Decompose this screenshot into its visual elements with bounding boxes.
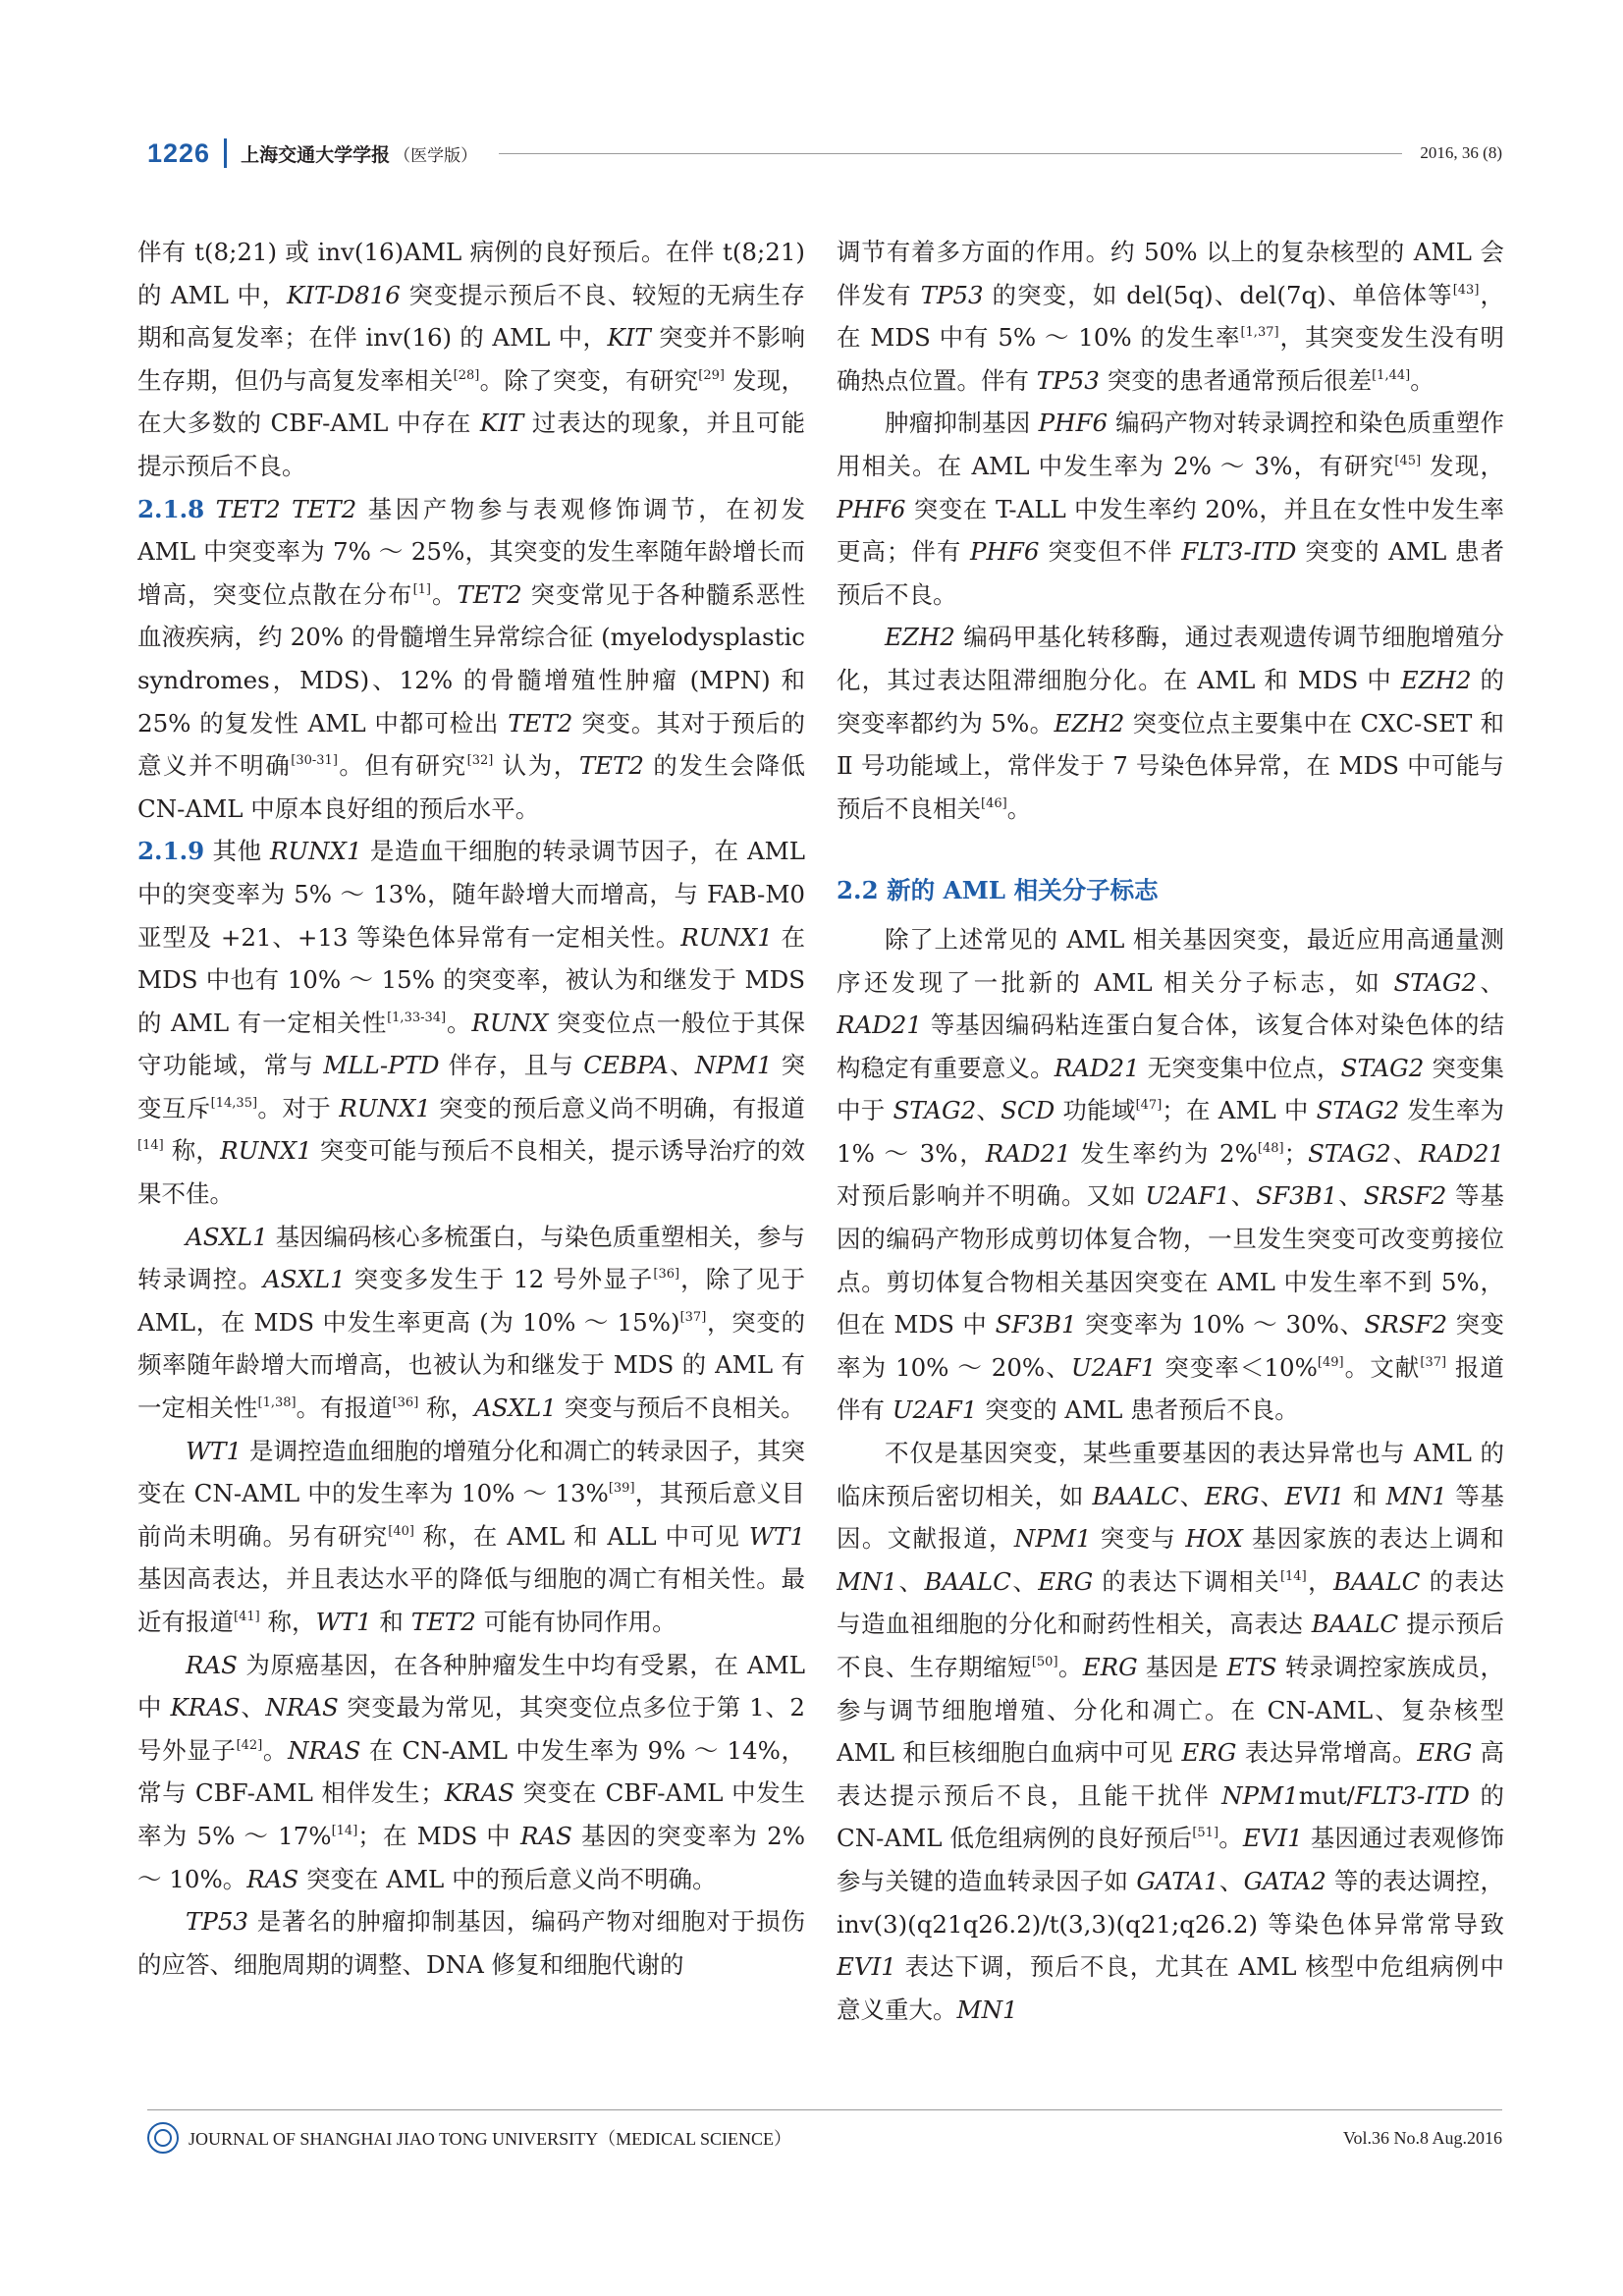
- gene-name: STAG2: [1308, 1138, 1391, 1168]
- gene-name: HOX: [1185, 1524, 1243, 1554]
- gene-name: STAG2: [1316, 1096, 1400, 1125]
- text-run: 突变的 AML 患者预后不良。: [977, 1395, 1299, 1425]
- paragraph: [837, 1432, 1504, 2031]
- citation: [1,44]: [1372, 367, 1411, 383]
- gene-name: WT1: [186, 1436, 243, 1465]
- text-run: 、: [668, 1051, 695, 1080]
- paragraph: [837, 402, 1504, 616]
- text-run: 。: [1057, 1653, 1083, 1681]
- gene-name: CEBPA: [583, 1051, 669, 1080]
- gene-name: TET2: [410, 1608, 476, 1636]
- text-run: 突变提示预后不良、较短的无病生存期和高复发率；在伴 inv(16) 的 AML 中，: [137, 280, 805, 353]
- text-run: ；在 AML 中: [1162, 1096, 1317, 1125]
- gene-name: EVI1: [1242, 1824, 1303, 1853]
- citation: [39]: [608, 1481, 635, 1497]
- citation: [28]: [453, 367, 480, 383]
- text-run: 、: [1259, 1481, 1285, 1510]
- citation: [49]: [1317, 1354, 1344, 1370]
- text-run: 的突变，如 del(5q)、del(7q)、单倍体等: [983, 280, 1453, 309]
- text-run: 、: [1477, 967, 1504, 997]
- text-run: 是造血干细胞的转录调节因子，在 AML 中的突变率为 5% ～ 13%，随年龄增大而增高，与 FAB-M0 亚型及 +21、+13 等染色体异常有一定相关性。: [137, 837, 805, 952]
- gene-name: WT1: [748, 1521, 805, 1551]
- text-run: 突变集中于: [837, 1053, 1504, 1125]
- text-run: 称，: [259, 1608, 316, 1636]
- text-run: 突变位点主要集中在 CXC-SET 和 Ⅱ 号功能域上，常伴发于 7 号染色体异常，在 MDS 中可能与预后不良相关: [837, 708, 1504, 823]
- text-run: 其他: [204, 837, 270, 866]
- text-run: 是著名的肿瘤抑制基因，编码产物对细胞对于损伤的应答、细胞周期的调整、DNA 修复和细胞代谢的: [137, 1907, 805, 1979]
- gene-name: EVI1: [1284, 1481, 1345, 1510]
- text-run: 功能域: [1055, 1096, 1136, 1125]
- text-run: 转录调控家族成员，参与调节细胞增殖、分化和凋亡。在 CN-AML、复杂核型 AML 和巨核细胞白血病中可见: [837, 1653, 1504, 1768]
- text-run: 。对于: [257, 1093, 340, 1122]
- text-run: 伴存，且与: [439, 1051, 584, 1080]
- running-header: [147, 134, 1502, 173]
- paragraph: [837, 231, 1504, 402]
- gene-name: TP53: [1036, 365, 1100, 395]
- gene-name: BAALC: [1311, 1610, 1399, 1639]
- gene-name: WT1: [315, 1608, 372, 1636]
- gene-name: RUNX: [471, 1008, 549, 1037]
- gene-name: TET2: [578, 751, 644, 781]
- text-run: 和: [371, 1608, 411, 1636]
- text-run: 。: [1410, 365, 1434, 395]
- volume-issue-en: Vol.36 No.8 Aug.2016: [1342, 2127, 1502, 2148]
- text-run: ；在 MDS 中: [357, 1821, 521, 1850]
- text-run: 。文献: [1343, 1352, 1421, 1382]
- text-run: 突变在 AML 中的预后意义尚不明确。: [298, 1864, 717, 1893]
- text-run: ，其突变发生没有明确热点位置。伴有: [837, 323, 1504, 395]
- gene-name: FLT3-ITD: [1181, 537, 1297, 567]
- paragraph: [137, 1216, 805, 1430]
- paragraph: [137, 830, 805, 1215]
- text-run: 基因高表达，并且表达水平的降低与细胞的凋亡有相关性。最近有报道: [137, 1564, 805, 1636]
- gene-name: KRAS: [170, 1693, 241, 1722]
- journal-subtitle: （医学版）: [394, 145, 478, 166]
- text-run: 发现，在大多数的 CBF-AML 中存在: [137, 365, 805, 438]
- text-run: 在 CN-AML 中发生率为 9% ～ 14%，常与 CBF-AML 相伴发生；: [137, 1735, 805, 1808]
- gene-name: GATA1: [1136, 1866, 1219, 1895]
- text-run: 为原癌基因，在各种肿瘤发生中均有受累，在 AML 中: [137, 1650, 805, 1722]
- gene-name: MN1: [1385, 1481, 1447, 1510]
- gene-name: ASXL1: [262, 1265, 346, 1294]
- text-run: 。: [1006, 793, 1032, 823]
- gene-name: SF3B1: [995, 1310, 1077, 1339]
- citation: [30-31]: [291, 753, 338, 769]
- text-run: 报道伴有: [837, 1352, 1504, 1425]
- logo-inner-ring: [154, 2129, 172, 2147]
- gene-name: STAG2: [1340, 1053, 1425, 1082]
- gene-name: STAG2: [1393, 967, 1478, 997]
- gene-name: RUNX1: [220, 1136, 312, 1166]
- text-run: 编码产物对转录调控和染色质重塑作用相关。在 AML 中发生率为 2% ～ 3%，有研究: [837, 409, 1504, 480]
- text-run: 高表达提示预后不良，且能干扰伴: [837, 1738, 1504, 1810]
- gene-name: RAD21: [1054, 1053, 1140, 1082]
- gene-name: NPM1: [1221, 1780, 1299, 1810]
- gene-name: ERG: [1038, 1566, 1094, 1596]
- paragraph: [837, 616, 1504, 830]
- citation: [14]: [1279, 1568, 1307, 1584]
- citation: [40]: [388, 1523, 414, 1539]
- text-run: 、: [1178, 1481, 1205, 1510]
- text-run: [281, 495, 292, 523]
- citation: [41]: [234, 1610, 260, 1624]
- text-run: 。除了突变，有研究: [479, 365, 699, 395]
- text-run: 基因是: [1137, 1653, 1227, 1681]
- text-run: 突变常见于各种髓系恶性血液疾病，约 20% 的骨髓增生异常综合征 (myelodysplastic syndromes，MDS)、12% 的骨髓增殖性肿瘤 (MPN) 和 25% 的复发性 AML 中都可检出: [137, 579, 805, 738]
- gene-name: RAD21: [1419, 1138, 1504, 1168]
- citation: [14]: [331, 1823, 358, 1838]
- gene-name: ERG: [1181, 1738, 1237, 1768]
- gene-name: RUNX1: [269, 837, 362, 866]
- gene-name: TET2: [457, 579, 522, 609]
- page-number: 1226: [147, 137, 211, 168]
- text-run: 编码甲基化转移酶，通过表观遗传调节细胞增殖分化，其过表达阻滞细胞分化。在 AML 和 MDS 中: [837, 623, 1504, 694]
- citation: [36]: [392, 1395, 419, 1411]
- text-run: ，其预后意义目前尚未明确。另有研究: [137, 1479, 805, 1551]
- text-run: 突变与: [1091, 1524, 1186, 1554]
- gene-name: RAS: [246, 1864, 299, 1893]
- text-run: 突变的患者通常预后很差: [1099, 365, 1373, 395]
- text-run: 等基因编码粘连蛋白复合体，该复合体对染色体的结构稳定有重要意义。: [837, 1011, 1504, 1082]
- citation: [37]: [679, 1309, 707, 1325]
- text-run: 突变。其对于预后的意义并不明确: [137, 708, 805, 781]
- text-run: 称，在 AML 和 ALL 中可见: [413, 1521, 749, 1551]
- text-run: 的表达下调相关: [1093, 1566, 1280, 1596]
- gene-name: KIT-D816: [287, 280, 401, 309]
- gene-name: SRSF2: [1363, 1181, 1447, 1211]
- gene-name: ETS: [1226, 1653, 1277, 1681]
- citation: [14]: [137, 1138, 164, 1154]
- gene-name: RAD21: [837, 1011, 922, 1040]
- text-run: 和: [1344, 1481, 1386, 1510]
- gene-name: NPM1: [1013, 1524, 1092, 1554]
- text-run: 的发生会降低 CN-AML 中原本良好组的预后水平。: [137, 751, 805, 823]
- citation: [48]: [1257, 1140, 1284, 1156]
- gene-name: RAS: [186, 1650, 238, 1679]
- text-run: 基因通过表观修饰参与关键的造血转录因子如: [837, 1824, 1504, 1895]
- text-run: 认为，: [493, 751, 579, 781]
- paragraph: [837, 918, 1504, 1432]
- subsection-number: 2.1.9: [137, 837, 205, 866]
- text-run: 等基因的编码产物形成剪切体复合物，一旦发生突变可改变剪接位点。剪切体复合物相关基因突变在 AML 中发生率不到 5%，但在 MDS 中: [837, 1181, 1504, 1339]
- text-run: 突变的预后意义尚不明确，有报道: [430, 1093, 805, 1122]
- gene-name: TP53: [186, 1907, 249, 1937]
- paragraph: [137, 1644, 805, 1901]
- gene-name: PHF6: [970, 537, 1040, 567]
- citation: [42]: [236, 1737, 263, 1753]
- volume-issue: 2016, 36 (8): [1420, 143, 1502, 162]
- gene-name: ERG: [1204, 1481, 1260, 1510]
- text-run: 基因的突变率为 2% ～ 10%。: [137, 1821, 805, 1893]
- gene-name: GATA2: [1243, 1866, 1326, 1895]
- text-run: 发现，: [1421, 451, 1504, 480]
- gene-name: TET2: [508, 708, 573, 738]
- text-run: 、: [1010, 1566, 1039, 1596]
- gene-name: ASXL1: [186, 1222, 268, 1251]
- text-run: 不仅是基因突变，某些重要基因的表达异常也与 AML 的临床预后密切相关，如: [837, 1439, 1504, 1510]
- text-run: 、: [897, 1566, 925, 1596]
- citation: [36]: [653, 1267, 680, 1283]
- text-run: 除了上述常见的 AML 相关基因突变，最近应用高通量测序还发现了一批新的 AML 相关分子标志，如: [837, 924, 1504, 997]
- footer-rule: [147, 2109, 1502, 2110]
- text-run: 突变可能与预后不良相关，提示诱导治疗的效果不佳。: [137, 1136, 805, 1209]
- citation: [51]: [1192, 1826, 1219, 1841]
- gene-name: SRSF2: [1364, 1310, 1448, 1339]
- text-run: 突变最为常见，其突变位点多位于第 1、2 号外显子: [137, 1693, 805, 1765]
- gene-name: BAALC: [1333, 1566, 1421, 1596]
- gene-name: EZH2: [885, 623, 955, 652]
- paragraph: [137, 1430, 805, 1644]
- section-heading: [837, 869, 1504, 912]
- text-run: ，突变的频率随年龄增大而增高，也被认为和继发于 MDS 的 AML 有一定相关性: [137, 1307, 805, 1423]
- text-run: 。但有研究: [337, 751, 467, 781]
- text-run: 称，: [163, 1136, 221, 1166]
- text-run: 2.2 新的 AML 相关分子标志: [837, 876, 1159, 905]
- gene-name: EVI1: [837, 1952, 896, 1982]
- text-run: 提示预后不良、生存期缩短: [837, 1610, 1504, 1681]
- text-run: 突变位点一般位于其保守功能域，常与: [137, 1008, 805, 1080]
- text-run: ；: [1283, 1138, 1309, 1168]
- citation: [43]: [1452, 282, 1480, 298]
- gene-name: U2AF1: [892, 1395, 978, 1425]
- text-run: 称，: [418, 1394, 475, 1423]
- text-run: 突变在 T-ALL 中发生率约 20%，并且在女性中发生率更高；伴有: [837, 494, 1504, 567]
- gene-name: BAALC: [924, 1566, 1011, 1596]
- citation: [46]: [981, 795, 1007, 811]
- text-run: ，除了见于 AML，在 MDS 中发生率更高 (为 10% ～ 15%): [137, 1265, 805, 1337]
- text-run: 、: [1218, 1866, 1244, 1895]
- gene-name: ERG: [1082, 1653, 1138, 1681]
- gene-name: SCD: [1001, 1096, 1055, 1125]
- left-column: [137, 231, 805, 2067]
- text-run: ，: [1306, 1566, 1334, 1596]
- text-run: 。有报道: [296, 1394, 393, 1423]
- citation: [1]: [412, 581, 431, 597]
- text-run: 基因编码核心多梳蛋白，与染色质重塑相关，参与转录调控。: [137, 1222, 805, 1294]
- citation: [14,35]: [210, 1095, 258, 1111]
- gene-name: TET2: [215, 494, 281, 523]
- text-run: 过表达的现象，并且可能提示预后不良。: [137, 409, 805, 480]
- text-run: 的 CN-AML 低危组病例的良好预后: [837, 1780, 1504, 1853]
- paragraph: [137, 488, 805, 831]
- text-run: 突变并不影响生存期，但仍与高复发率相关: [137, 323, 805, 395]
- gene-name: U2AF1: [1070, 1352, 1157, 1382]
- text-run: 突变在 CBF-AML 中发生率为 5% ～ 17%: [137, 1778, 805, 1850]
- text-run: 表达下调，预后不良，尤其在 AML 核型中危组病例中意义重大。: [837, 1952, 1504, 2024]
- text-run: 等的表达调控，inv(3)(q21q26.2)/t(3,3)(q21;q26.2) 等染色体异常常导致: [837, 1866, 1504, 1939]
- text-run: 突变率为 10% ～ 30%、: [1076, 1310, 1365, 1339]
- text-run: 突变率＜10%: [1156, 1352, 1318, 1382]
- gene-name: PHF6: [837, 494, 906, 523]
- running-footer: [147, 2115, 1502, 2160]
- text-run: mut/: [1298, 1780, 1355, 1810]
- gene-name: PHF6: [1038, 409, 1109, 438]
- gene-name: MN1: [837, 1566, 898, 1596]
- journal-name-en: JOURNAL OF SHANGHAI JIAO TONG UNIVERSITY（MEDICAL SCIENCE）: [189, 2129, 792, 2149]
- text-run: 的突变率都约为 5%。: [837, 665, 1504, 738]
- text-run: 调节有着多方面的作用。约 50% 以上的复杂核型的 AML 会伴发有: [837, 238, 1504, 309]
- citation: [29]: [698, 367, 725, 383]
- journal-name: [241, 140, 477, 167]
- gene-name: NRAS: [265, 1693, 339, 1722]
- citation: [50]: [1031, 1655, 1058, 1669]
- gene-name: BAALC: [1092, 1481, 1179, 1510]
- citation: [32]: [466, 753, 494, 769]
- gene-name: KRAS: [444, 1778, 514, 1808]
- citation: [1,38]: [257, 1395, 297, 1411]
- paragraph: [137, 231, 805, 488]
- gene-name: KIT: [479, 409, 524, 438]
- gene-name: TET2: [292, 494, 357, 523]
- citation: [1,37]: [1240, 325, 1279, 341]
- text-run: 。: [1218, 1824, 1243, 1853]
- text-run: 伴有 t(8;21) 或 inv(16)AML 病例的良好预后。在伴 t(8;21) 的 AML 中，: [137, 238, 805, 309]
- text-run: 。: [446, 1008, 472, 1037]
- text-run: 、: [976, 1096, 1001, 1125]
- text-run: 基因产物参与表观修饰调节，在初发 AML 中突变率为 7% ～ 25%，其突变的发生率随年龄增长而增高，突变位点散在分布: [137, 494, 805, 609]
- gene-name: RUNX1: [680, 922, 773, 952]
- journal-name-text: 上海交通大学学报: [241, 143, 391, 166]
- gene-name: NPM1: [694, 1051, 773, 1080]
- citation: [1,33-34]: [387, 1010, 447, 1025]
- citation: [37]: [1420, 1354, 1447, 1370]
- text-run: 突变多发生于 12 号外显子: [345, 1265, 654, 1294]
- text-run: 突变率为 10% ～ 20%、: [837, 1310, 1504, 1382]
- gene-name: RAS: [520, 1821, 572, 1850]
- gene-name: TP53: [920, 280, 984, 309]
- header-rule: [499, 153, 1402, 154]
- gene-name: NRAS: [288, 1735, 361, 1765]
- text-run: 突变的 AML 患者预后不良。: [837, 537, 1504, 609]
- text-run: 是调控造血细胞的增殖分化和凋亡的转录因子，其突变在 CN-AML 中的发生率为 10% ～ 13%: [137, 1436, 805, 1508]
- text-run: 发生率为 1% ～ 3%，: [837, 1096, 1504, 1168]
- text-run: 可能有协同作用。: [475, 1608, 676, 1636]
- text-run: ，在 MDS 中有 5% ～ 10% 的发生率: [837, 280, 1504, 353]
- paragraph: [137, 1900, 805, 1986]
- subsection-number: 2.1.8: [137, 494, 205, 523]
- text-run: 发生率约为 2%: [1070, 1138, 1258, 1168]
- gene-name: EZH2: [1054, 708, 1125, 738]
- gene-name: MLL-PTD: [323, 1051, 440, 1080]
- header-divider: [224, 138, 227, 168]
- text-run: 。: [430, 579, 458, 609]
- text-run: 、: [1337, 1181, 1364, 1211]
- right-column: [837, 231, 1504, 2067]
- text-run: 突变互斥: [137, 1051, 805, 1122]
- gene-name: ASXL1: [474, 1394, 557, 1423]
- gene-name: RAD21: [985, 1138, 1071, 1168]
- text-run: [204, 495, 215, 523]
- text-run: 对预后影响并不明确。又如: [837, 1181, 1146, 1211]
- text-run: 表达异常增高。: [1236, 1738, 1418, 1768]
- text-run: 。: [262, 1735, 289, 1765]
- text-run: 在 MDS 中也有 10% ～ 15% 的突变率，被认为和继发于 MDS 的 AML 有一定相关性: [137, 922, 805, 1037]
- text-run: 无突变集中位点，: [1139, 1053, 1341, 1082]
- gene-name: RUNX1: [339, 1093, 431, 1122]
- gene-name: FLT3-ITD: [1354, 1780, 1470, 1810]
- citation: [45]: [1394, 453, 1422, 468]
- text-run: 肿瘤抑制基因: [885, 409, 1039, 438]
- gene-name: MN1: [956, 1995, 1018, 2024]
- text-run: 、: [240, 1693, 266, 1722]
- text-run: 基因家族的表达上调和: [1242, 1524, 1504, 1554]
- gene-name: ERG: [1417, 1738, 1473, 1768]
- text-run: 等基因。文献报道，: [837, 1481, 1504, 1554]
- text-run: 突变与预后不良相关。: [556, 1394, 805, 1423]
- text-run: 、: [1229, 1181, 1257, 1211]
- citation: [47]: [1135, 1098, 1163, 1114]
- gene-name: EZH2: [1400, 665, 1472, 694]
- university-logo-icon: [147, 2122, 179, 2154]
- gene-name: U2AF1: [1145, 1181, 1230, 1211]
- text-run: 突变但不伴: [1039, 537, 1182, 567]
- text-run: 的表达与造血祖细胞的分化和耐药性相关，高表达: [837, 1566, 1504, 1639]
- gene-name: KIT: [607, 323, 651, 353]
- text-run: 、: [1390, 1138, 1420, 1168]
- gene-name: STAG2: [893, 1096, 977, 1125]
- gene-name: SF3B1: [1256, 1181, 1338, 1211]
